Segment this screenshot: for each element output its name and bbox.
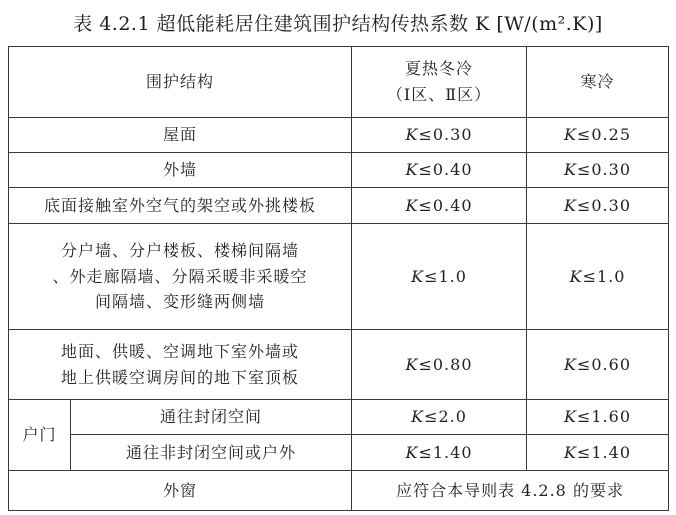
table-row-door-open <box>9 435 669 471</box>
header-row <box>9 47 669 118</box>
value-hscw: K≤1.0 <box>352 224 527 330</box>
row-label: 底面接触室外空气的架空或外挑楼板 <box>9 188 352 224</box>
table-row-roof <box>9 118 669 153</box>
header-cold: 寒冷 <box>527 47 669 118</box>
value-cold: K≤0.25 <box>527 118 669 153</box>
value-cold: K≤0.60 <box>527 330 669 400</box>
value-hscw: K≤0.40 <box>352 153 527 188</box>
header-hot-summer-cold-winter <box>352 47 527 118</box>
value-hscw: K≤0.80 <box>352 330 527 400</box>
header-hscw-line2: （Ⅰ区、Ⅱ区） <box>386 85 492 104</box>
row-label: 外墙 <box>9 153 352 188</box>
table-row-door-enclosed <box>9 400 669 435</box>
value-hscw: K≤0.40 <box>352 188 527 224</box>
table-title: 表 4.2.1 超低能耗居住建筑围护结构传热系数 K [W/(m².K)] <box>73 12 603 35</box>
row-label: 外窗 <box>9 471 352 511</box>
value-cold: K≤1.0 <box>527 224 669 330</box>
table-row-partition-walls <box>9 224 669 330</box>
row-label: 屋面 <box>9 118 352 153</box>
table-row-window <box>9 471 669 511</box>
door-group-label: 户门 <box>9 400 71 471</box>
header-hscw-line1: 夏热冬冷 <box>405 59 474 79</box>
header-envelope: 围护结构 <box>9 47 352 118</box>
table-row-basement <box>9 330 669 400</box>
value-cold: K≤0.30 <box>527 153 669 188</box>
value-cold: K≤1.40 <box>527 435 669 471</box>
value-cold: K≤1.60 <box>527 400 669 435</box>
table-row-exterior-wall <box>9 153 669 188</box>
table-row-overhang-floor <box>9 188 669 224</box>
row-label: 地面、供暖、空调地下室外墙或 地上供暖空调房间的地下室顶板 <box>9 330 352 400</box>
value-cold: K≤0.30 <box>527 188 669 224</box>
heat-transfer-coefficient-table <box>8 46 669 511</box>
row-label: 通往非封闭空间或户外 <box>71 435 352 471</box>
value-hscw: K≤1.40 <box>352 435 527 471</box>
row-label: 分户墙、分户楼板、楼梯间隔墙 、外走廊隔墙、分隔采暖非采暖空 间隔墙、变形缝两侧墙 <box>9 224 352 330</box>
row-label: 通往封闭空间 <box>71 400 352 435</box>
window-requirement: 应符合本导则表 4.2.8 的要求 <box>352 471 669 511</box>
value-hscw: K≤0.30 <box>352 118 527 153</box>
value-hscw: K≤2.0 <box>352 400 527 435</box>
